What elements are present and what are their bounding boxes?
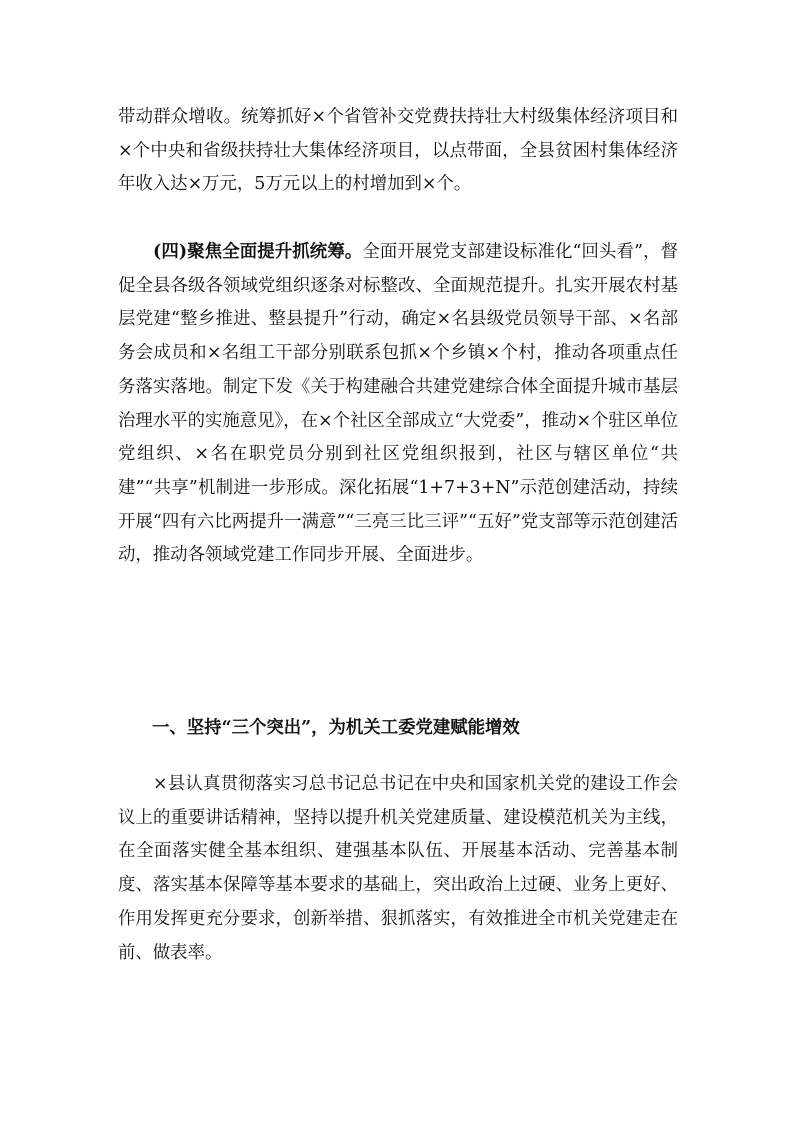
paragraph-3: ×县认真贯彻落实习总书记总书记在中央和国家机关党的建设工作会议上的重要讲话精神，坚持以提升机关党建质量、建设模范机关为主线，在全面落实健全基本组织、建强基本队伍、开展基本活动、完善基本制度、落实基本保障等基本要求的基础上，突出政治上过硬、业务上更好、作用发挥更充分要求，创新举措、狠抓落实，有效推进全市机关党建走在前、做表率。 bbox=[118, 774, 678, 963]
subsection-title: (四)聚焦全面提升抓统筹。 bbox=[153, 242, 363, 262]
paragraph-2-body: 全面开展党支部建设标准化“回头看”，督促全县各级各领域党组织逐条对标整改、全面规范提升。扎实开展农村基层党建“整乡推进、整县提升”行动，确定×名县级党员领导干部、×名部务会成员和×名组工干部分别联系包抓×个乡镇×个村，推动各项重点任务落实落地。制定下发《关于构建融合共建党建综合体全面提升城市基层治理水平的实施意见》，在×个社区全部成立“大党委”，推动×个驻区单位党组织、×名在职党员分别到社区党组织报到，社区与辖区单位“共建”“共享”机制进一步形成。深化拓展“1+7+3+N”示范创建活动，持续开展“四有六比两提升一满意”“三亮三比三评”“五好”党支部等示范创建活动，推动各领域党建工作同步开展、全面进步。 bbox=[118, 242, 678, 566]
paragraph-1: 带动群众增收。统筹抓好×个省管补交党费扶持壮大村级集体经济项目和×个中央和省级扶持壮大集体经济项目，以点带面，全县贫困村集体经济年收入达×万元，5万元以上的村增加到×个。 bbox=[118, 107, 678, 195]
section-heading: 一、坚持“三个突出”，为机关工委党建赋能增效 bbox=[152, 718, 520, 738]
paragraph-2 bbox=[118, 236, 678, 573]
